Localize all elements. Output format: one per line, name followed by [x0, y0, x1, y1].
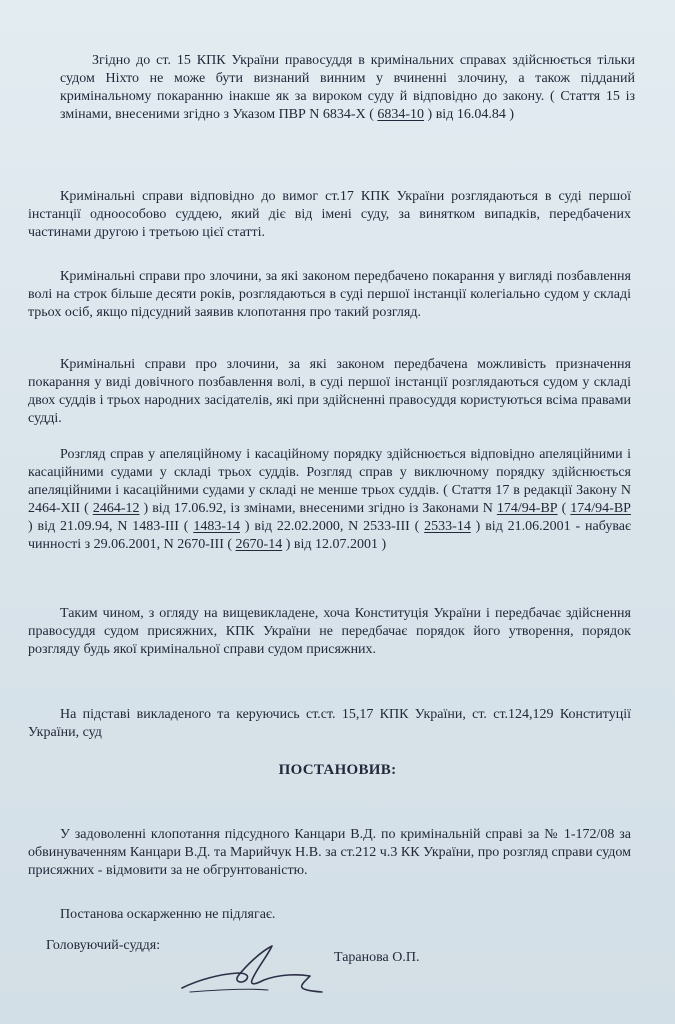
paragraph-conclusion: Таким чином, з огляду на вищевикладене, хоча Конституція України і передбачає здійснення правосуддя судом присяжних, КПК України не передбачає порядок його утворення, порядок розгляду будь якої кримінальної справи судом присяжних. [28, 606, 631, 657]
paragraph-basis: На підставі викладеного та керуючись ст.ст. 15,17 КПК України, ст. ст.124,129 Конституції України, суд [28, 707, 631, 740]
signature-image [176, 940, 336, 1002]
ruling-heading: ПОСТАНОВИВ: [278, 762, 397, 778]
paragraph-text: ) від 16.04.84 ) [424, 107, 514, 122]
paragraph-collegial-review: Кримінальні справи про злочини, за які законом передбачено покарання у вигляді позбавлення волі на строк більше десяти років, розглядаються в суді першої інстанції колегіально судом у складі трьох осіб, якщо підсудний заявив клопотання про такий розгляд. [28, 269, 631, 320]
paragraph-article-15 [60, 52, 635, 124]
appeal-note: Постанова оскарженню не підлягає. [60, 907, 276, 922]
reference-link[interactable]: 1483-14 [193, 519, 240, 534]
paragraph-ruling: У задоволенні клопотання підсудного Канцари В.Д. по кримінальній справі за № 1-172/08 за обвинуваченням Канцари В.Д. та Марийчук Н.В. за ст.212 ч.3 КК України, про розгляд справи судом присяжних - відмовити за не обгрунтованістю. [28, 827, 631, 878]
reference-link[interactable]: 2670-14 [235, 537, 283, 552]
reference-link[interactable]: 174/94-ВР [570, 501, 631, 516]
paragraph-text: ( [557, 501, 571, 516]
reference-link[interactable]: 6834-10 [377, 107, 425, 122]
reference-link[interactable]: 2533-14 [424, 519, 471, 534]
paragraph-text: Згідно до ст. 15 КПК України правосуддя в кримінальних справах здійснюється тільки судом Ніхто не може бути визнаний винним у вчиненні злочину, а також підданий кримінальному покаранню інакше як за вироком суду й відповідно до закону. ( Стаття 15 із змінами, внесеними згідно з Указом ПВР N 6834-X ( [60, 53, 635, 122]
paragraph-article-17: Кримінальні справи відповідно до вимог ст.17 КПК України розглядаються в суді першої інстанції одноособово суддею, який діє від імені суду, за винятком випадків, передбачених частинами другою і третьою цієї статті. [28, 189, 631, 240]
judge-name: Таранова О.П. [334, 950, 420, 965]
paragraph-text: ) від 12.07.2001 ) [282, 537, 387, 552]
presiding-judge-label: Головуючий-суддя: [46, 938, 161, 953]
paragraph-text: ) від 22.02.2000, N 2533-III ( [239, 519, 425, 534]
paragraph-life-imprisonment: Кримінальні справи про злочини, за які законом передбачена можливість призначення покарання у виді довічного позбавлення волі, в суді першої інстанції розглядаються судом у складі двох суддів і трьох народних засідателів, які при здійсненні правосуддя користуються всіма правами судді. [28, 357, 631, 426]
paragraph-text: ) від 17.06.92, із змінами, внесеними згідно із Законами N [139, 501, 497, 516]
paragraph-text: ) від 21.06.2001 - набуває чинності з 29.06.2001, N 2670-III ( [28, 519, 631, 552]
paragraph-appeal-review [28, 446, 631, 554]
paragraph-text: Розгляд справ у апеляційному і касаційному порядку здійснюється відповідно апеляційними і касаційними судами у складі трьох суддів. Розгляд справ у виключному порядку здійснюється апеляційними і касаційними судами у складі не менше трьох суддів. ( Стаття 17 в редакції Закону N 2464-XII ( [28, 447, 631, 516]
paragraph-text: ) від 21.09.94, N 1483-III ( [28, 519, 194, 534]
reference-link[interactable]: 2464-12 [92, 501, 140, 516]
reference-link[interactable]: 174/94-ВР [496, 501, 558, 516]
